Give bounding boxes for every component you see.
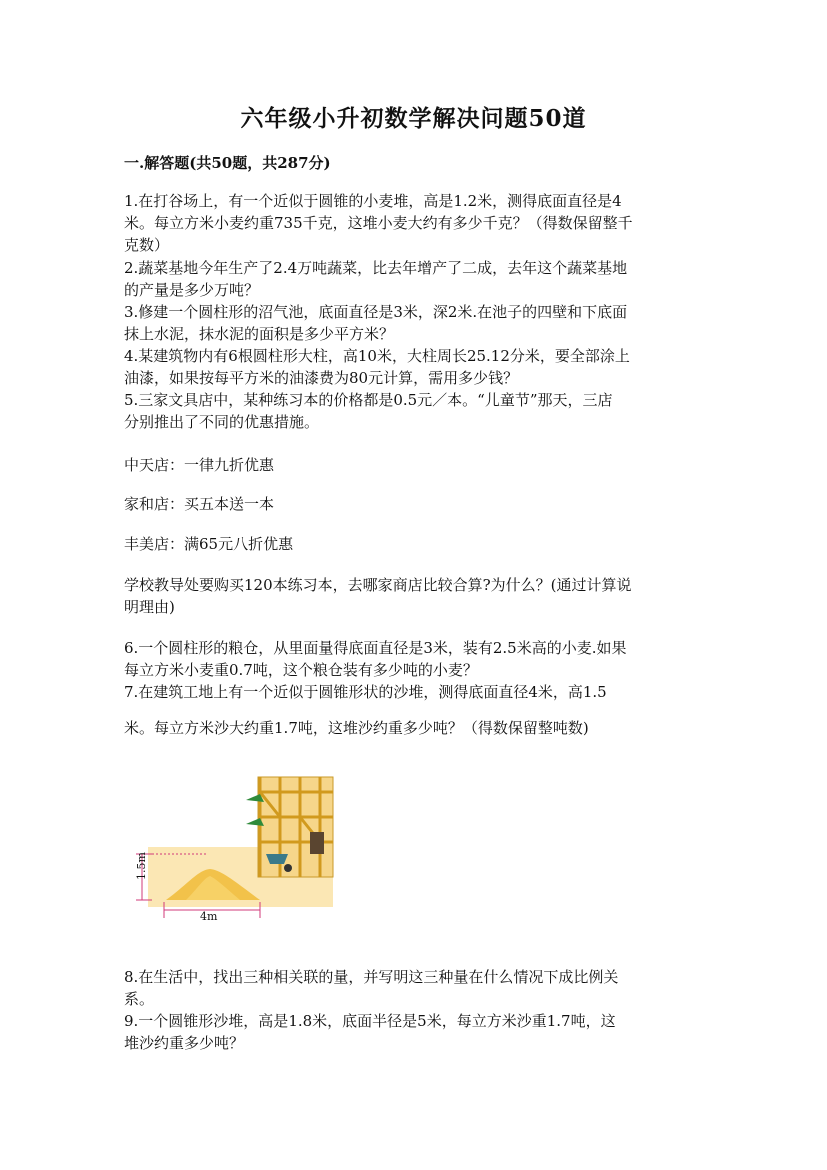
question-6-line-1: 6.一个圆柱形的粮仓，从里面量得底面直径是3米，装有2.5米高的小麦.如果 (124, 639, 627, 657)
question-8-line-1: 8.在生活中，找出三种相关联的量，并写明这三种量在什么情况下成比例关 (124, 968, 619, 986)
question-9-line-2: 堆沙约重多少吨？ (124, 1034, 245, 1052)
question-3-line-1: 3.修建一个圆柱形的沼气池，底面直径是3米，深2米.在池子的四壁和下底面 (124, 303, 628, 321)
height-label: 1.5m (135, 852, 148, 880)
question-4-line-2: 油漆，如果按每平方米的油漆费为80元计算，需用多少钱？ (124, 369, 519, 387)
width-label: 4m (200, 910, 218, 922)
sand-pile-illustration (128, 772, 338, 922)
question-7-line-2: 米。每立方米沙大约重1.7吨，这堆沙约重多少吨？（得数保留整吨数) (124, 719, 589, 737)
page-title: 六年级小升初数学解决问题50道 (240, 105, 587, 132)
question-7-line-1: 7.在建筑工地上有一个近似于圆锥形状的沙堆，测得底面直径4米，高1.5 (124, 683, 607, 701)
question-3-line-2: 抹上水泥，抹水泥的面积是多少平方米？ (124, 325, 395, 343)
question-5-ask-line-1: 学校教导处要购买120本练习本，去哪家商店比较合算?为什么？(通过计算说 (124, 576, 632, 594)
question-5-line-1: 5.三家文具店中，某种练习本的价格都是0.5元／本。“儿童节”那天，三店 (124, 391, 613, 409)
store-option-fengmei: 丰美店：满65元八折优惠 (124, 535, 294, 553)
question-4-line-1: 4.某建筑物内有6根圆柱形大柱，高10米，大柱周长25.12分米，要全部涂上 (124, 347, 630, 365)
question-2-line-2: 的产量是多少万吨？ (124, 281, 260, 299)
question-5-ask-line-2: 明理由) (124, 598, 175, 616)
store-option-zhongtian: 中天店：一律九折优惠 (124, 456, 275, 474)
doorway (310, 832, 324, 854)
question-2-line-1: 2.蔬菜基地今年生产了2.4万吨蔬菜，比去年增产了二成，去年这个蔬菜基地 (124, 259, 628, 277)
sand-pile-svg (128, 772, 338, 922)
question-1-line-2: 米。每立方米小麦约重735千克，这堆小麦大约有多少千克？（得数保留整千 (124, 214, 633, 232)
question-1-line-1: 1.在打谷场上，有一个近似于圆锥的小麦堆，高是1.2米，测得底面直径是4 (124, 192, 622, 210)
question-8-line-2: 系。 (124, 990, 155, 1008)
question-9-line-1: 9.一个圆锥形沙堆，高是1.8米，底面半径是5米，每立方米沙重1.7吨，这 (124, 1012, 616, 1030)
section-heading: 一.解答题(共50题，共287分) (124, 154, 331, 172)
question-5-line-2: 分别推出了不同的优惠措施。 (124, 413, 320, 431)
question-6-line-2: 每立方米小麦重0.7吨，这个粮仓装有多少吨的小麦？ (124, 661, 478, 679)
store-option-jiahe: 家和店：买五本送一本 (124, 495, 275, 513)
question-1-line-3: 克数） (124, 236, 170, 254)
